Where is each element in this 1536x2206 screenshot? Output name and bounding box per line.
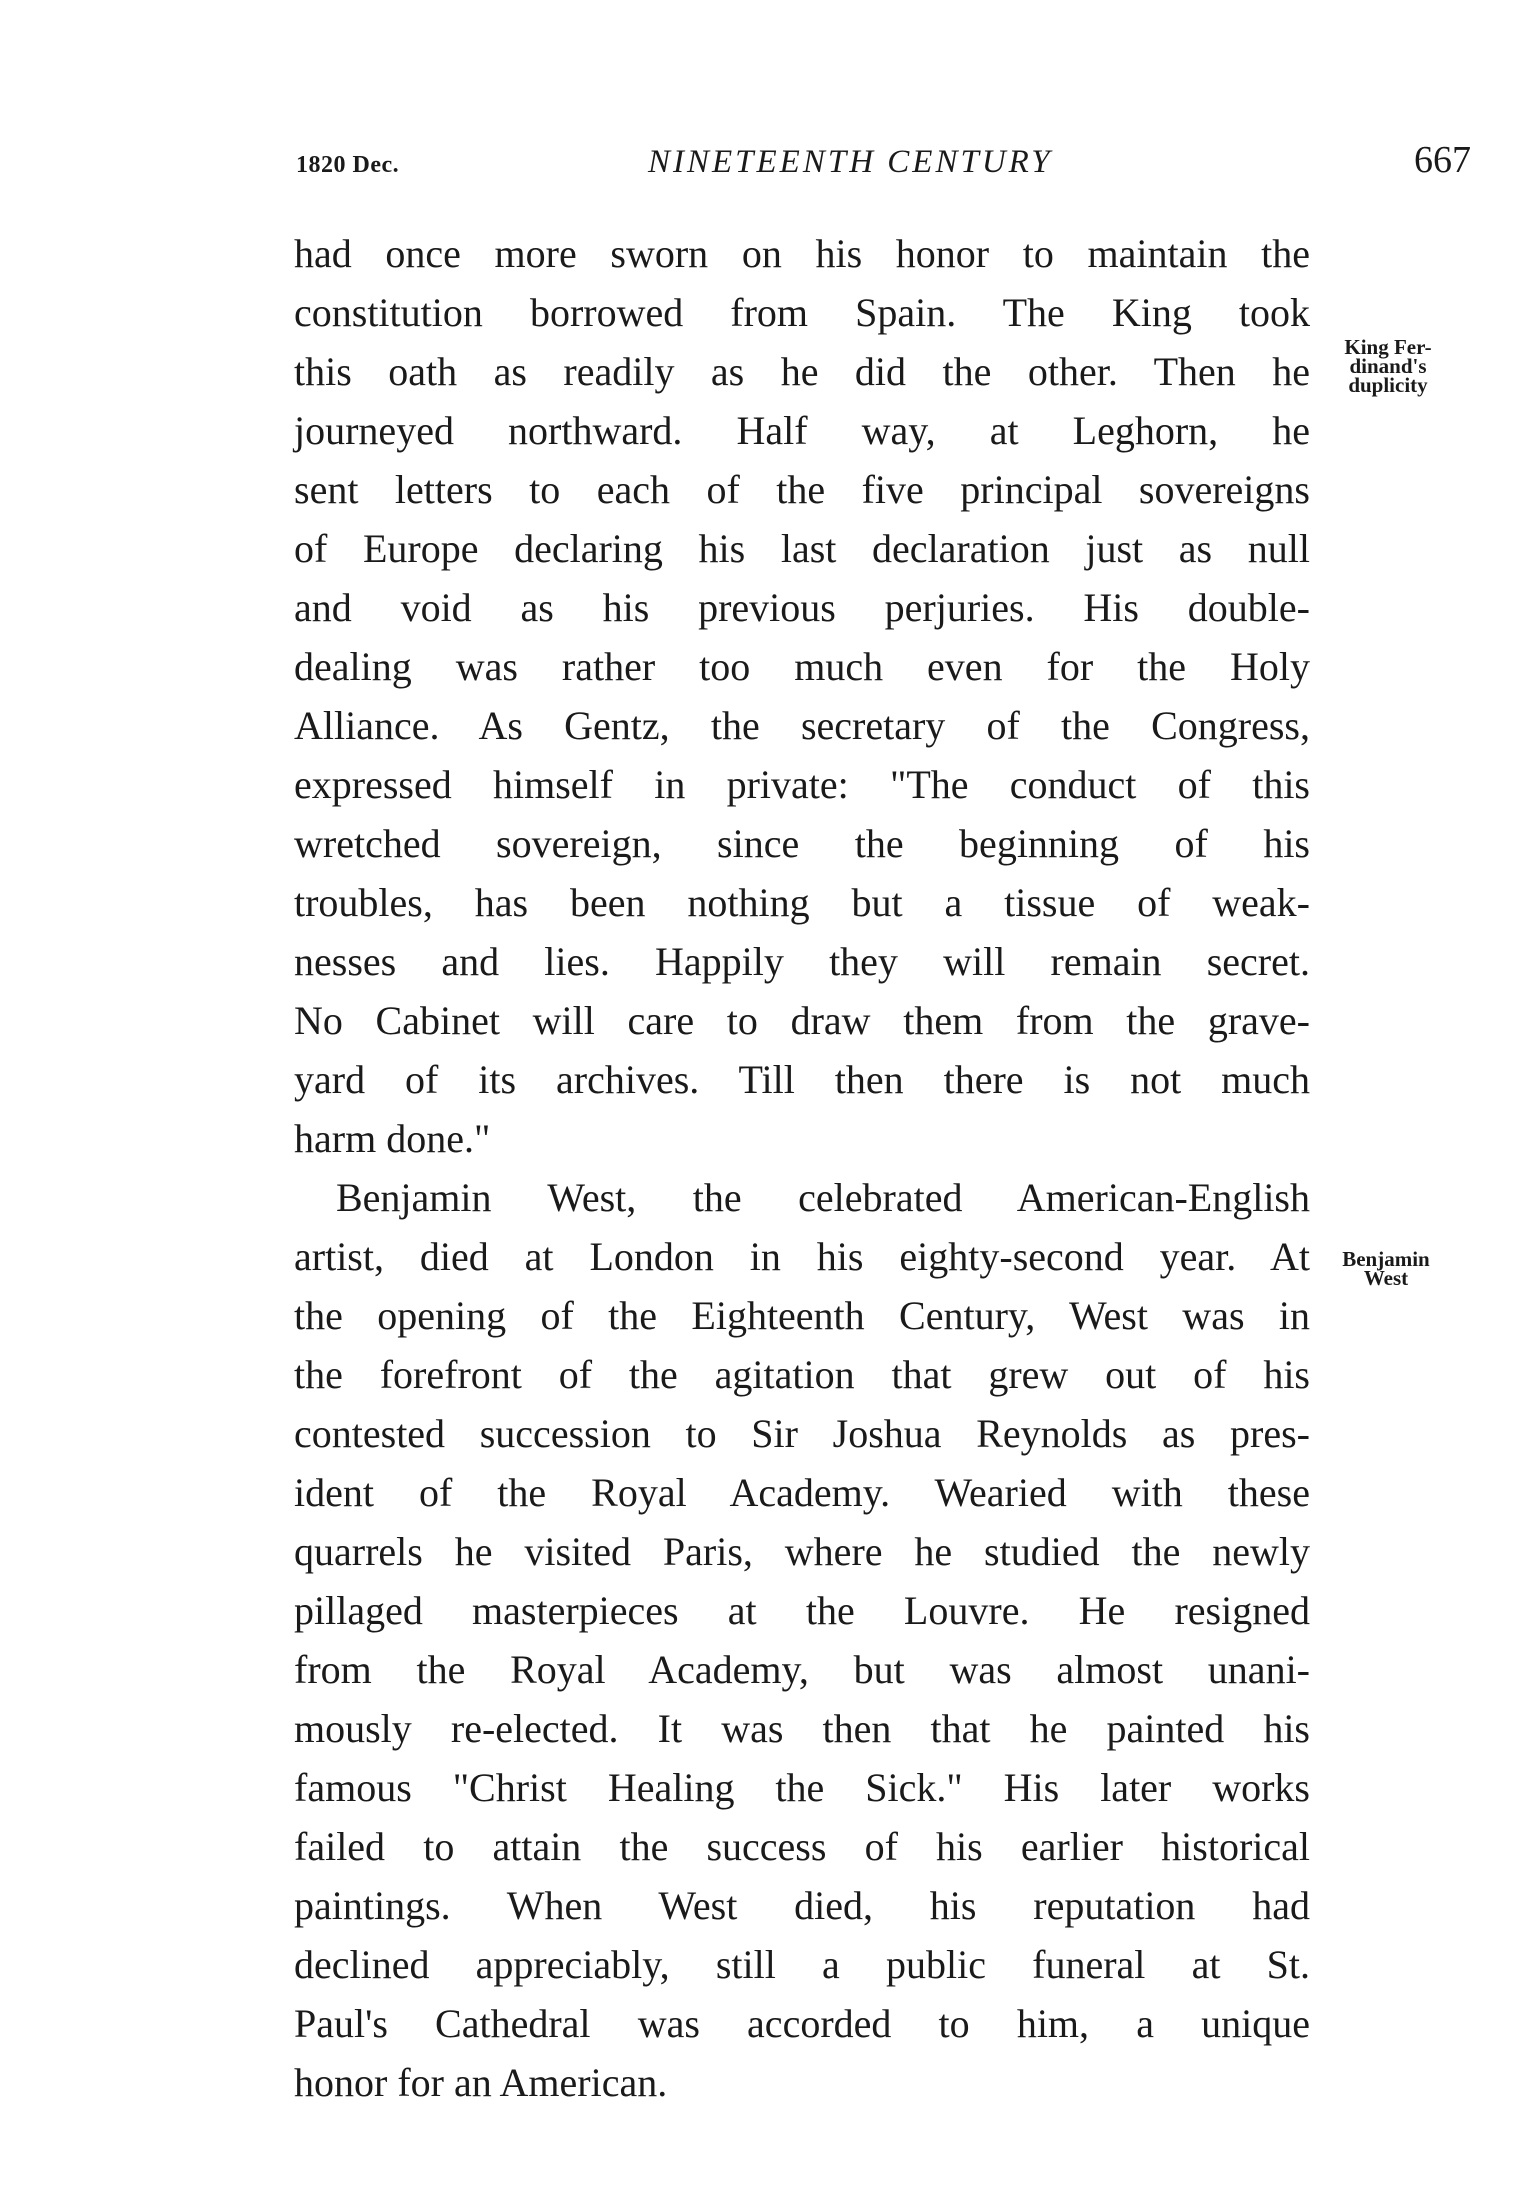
- margin-note-line: King Fer-: [1344, 335, 1432, 359]
- text-line: harm done.": [294, 1116, 491, 1161]
- text-line: artist, died at London in his eighty-second year. At: [294, 1234, 1310, 1279]
- margin-note-benjamin-west: [1316, 1247, 1456, 1290]
- text-line: honor for an American.: [294, 2060, 668, 2105]
- text-line: dealing was rather too much even for the Holy: [294, 644, 1310, 689]
- text-line: paintings. When West died, his reputation had: [294, 1883, 1310, 1928]
- text-line: of Europe declaring his last declaration just as null: [294, 526, 1310, 571]
- text-line: and void as his previous perjuries. His double-: [294, 585, 1310, 630]
- text-line: had once more sworn on his honor to maintain the: [294, 231, 1310, 276]
- text-line: sent letters to each of the five principal sovereigns: [294, 467, 1310, 512]
- margin-note-line: duplicity: [1348, 373, 1428, 397]
- text-line: No Cabinet will care to draw them from the grave-: [294, 998, 1310, 1043]
- text-line: famous "Christ Healing the Sick." His later works: [294, 1765, 1310, 1810]
- text-line: from the Royal Academy, but was almost unani-: [294, 1647, 1310, 1692]
- text-line: this oath as readily as he did the other. Then he: [294, 349, 1310, 394]
- text-line: expressed himself in private: "The conduct of this: [294, 762, 1310, 807]
- text-line: Paul's Cathedral was accorded to him, a unique: [294, 2001, 1310, 2046]
- margin-note-king-ferdinand: [1318, 335, 1458, 397]
- text-line: yard of its archives. Till then there is not much: [294, 1057, 1310, 1102]
- page-number: 667: [1414, 139, 1471, 181]
- text-line: nesses and lies. Happily they will remain secret.: [294, 939, 1310, 984]
- text-line: the opening of the Eighteenth Century, West was in: [294, 1293, 1310, 1338]
- text-line: journeyed northward. Half way, at Leghorn, he: [294, 408, 1310, 453]
- text-line: quarrels he visited Paris, where he studied the newly: [294, 1529, 1310, 1574]
- running-head-title: NINETEENTH CENTURY: [648, 144, 1053, 180]
- text-line: contested succession to Sir Joshua Reynolds as pres-: [294, 1411, 1310, 1456]
- text-line: the forefront of the agitation that grew out of his: [294, 1352, 1310, 1397]
- text-line: ident of the Royal Academy. Wearied with these: [294, 1470, 1310, 1515]
- text-line: wretched sovereign, since the beginning of his: [294, 821, 1310, 866]
- text-line: declined appreciably, still a public funeral at St.: [294, 1942, 1310, 1987]
- text-line: troubles, has been nothing but a tissue of weak-: [294, 880, 1310, 925]
- text-line: failed to attain the success of his earlier historical: [294, 1824, 1310, 1869]
- text-line: Benjamin West, the celebrated American-English: [336, 1175, 1310, 1220]
- body-text: [294, 224, 1310, 2112]
- text-line: constitution borrowed from Spain. The King took: [294, 290, 1310, 335]
- paragraph-benjamin-west: [294, 1168, 1310, 2112]
- text-line: pillaged masterpieces at the Louvre. He resigned: [294, 1588, 1310, 1633]
- text-line: mously re-elected. It was then that he painted his: [294, 1706, 1310, 1751]
- margin-note-line: dinand's: [1349, 354, 1427, 378]
- text-line: Alliance. As Gentz, the secretary of the Congress,: [294, 703, 1310, 748]
- margin-note-line: Benjamin: [1342, 1247, 1430, 1271]
- running-head: [296, 138, 1471, 188]
- paragraph-ferdinand: [294, 224, 1310, 1168]
- running-head-date: 1820 Dec.: [296, 152, 400, 178]
- margin-note-line: West: [1363, 1266, 1409, 1290]
